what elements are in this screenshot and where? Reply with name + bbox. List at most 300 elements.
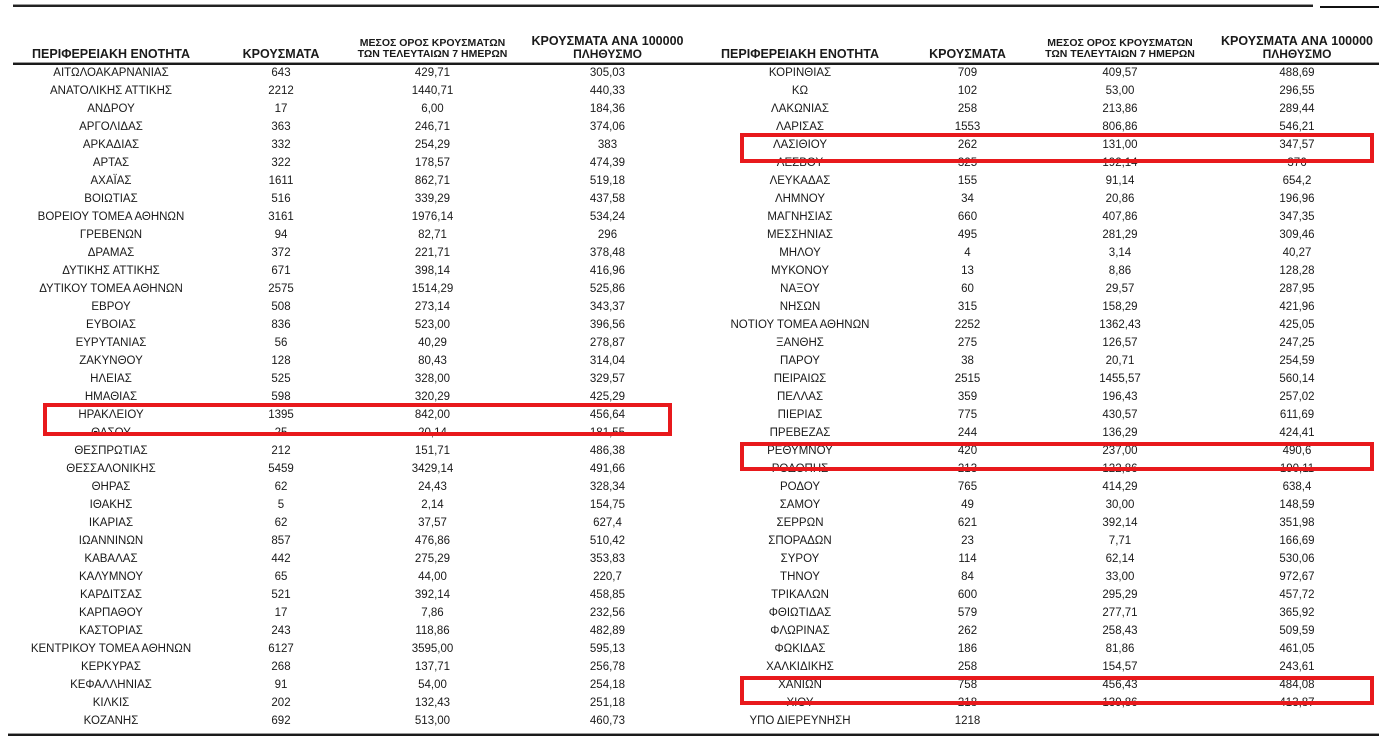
avg7-cell: 456,43 — [1102, 679, 1138, 691]
region-cell: ΑΡΚΑΔΙΑΣ — [82, 139, 140, 151]
region-cell: ΒΟΡΕΙΟΥ ΤΟΜΕΑ ΑΘΗΝΩΝ — [37, 211, 185, 223]
per100k-cell: 347,57 — [1279, 139, 1315, 151]
cases-cell: 62 — [274, 481, 288, 493]
avg7-cell: 1455,57 — [1099, 373, 1141, 385]
region-cell: ΦΩΚΙΔΑΣ — [774, 643, 826, 655]
avg7-cell: 196,43 — [1102, 391, 1138, 403]
column-header-per100k-line1: ΚΡΟΥΣΜΑΤΑ ΑΝΑ 100000 — [531, 33, 684, 48]
per100k-cell: 184,36 — [589, 103, 626, 115]
cases-cell: 5 — [277, 499, 285, 511]
per100k-cell: 343,37 — [589, 301, 626, 313]
region-cell: ΛΑΚΩΝΙΑΣ — [771, 103, 829, 115]
table-row — [690, 244, 1379, 262]
avg7-cell: 29,57 — [1105, 283, 1135, 295]
region-cell: ΑΝΔΡΟΥ — [87, 103, 135, 115]
cases-cell: 2575 — [268, 283, 294, 295]
table-row — [0, 550, 690, 568]
cases-cell: 275 — [957, 337, 978, 349]
table-row — [690, 388, 1379, 406]
table-row — [690, 298, 1379, 316]
per100k-cell: 247,25 — [1279, 337, 1315, 349]
region-cell: ΛΕΣΒΟΥ — [776, 157, 824, 169]
region-cell: ΚΑΣΤΟΡΙΑΣ — [79, 625, 143, 637]
cases-cell: 621 — [957, 517, 978, 529]
table-row — [0, 604, 690, 622]
cases-cell: 442 — [271, 553, 291, 565]
per100k-cell: 972,67 — [1279, 571, 1315, 583]
region-cell: ΝΗΣΩΝ — [779, 301, 821, 313]
avg7-cell: 178,57 — [414, 157, 451, 169]
avg7-cell: 246,71 — [414, 121, 451, 133]
avg7-cell: 213,86 — [1102, 103, 1138, 115]
region-cell: ΦΛΩΡΙΝΑΣ — [770, 625, 830, 637]
avg7-cell: 273,14 — [414, 301, 451, 313]
avg7-cell: 3429,14 — [411, 463, 454, 475]
table-row — [690, 442, 1379, 460]
region-cell: ΚΕΡΚΥΡΑΣ — [81, 661, 141, 673]
column-header-per100k-line2: ΠΛΗΘΥΣΜΟ — [573, 46, 642, 61]
avg7-cell: 258,43 — [1102, 625, 1138, 637]
cases-cell: 363 — [271, 121, 291, 133]
per100k-cell: 296,55 — [1279, 85, 1315, 97]
per100k-cell: 254,18 — [589, 679, 626, 691]
table-row — [690, 100, 1379, 118]
avg7-cell: 20,86 — [1105, 193, 1135, 205]
table-row — [0, 640, 690, 658]
avg7-cell: 192,14 — [1102, 157, 1138, 169]
avg7-cell: 118,86 — [415, 625, 450, 637]
table-row — [0, 442, 690, 460]
cases-cell: 60 — [961, 283, 974, 295]
table-row — [690, 406, 1379, 424]
region-cell: ΔΡΑΜΑΣ — [87, 247, 135, 259]
region-cell: ΠΑΡΟΥ — [780, 355, 820, 367]
table-row — [690, 532, 1379, 550]
avg7-cell: 158,29 — [1102, 301, 1138, 313]
per100k-cell: 654,2 — [1282, 175, 1312, 187]
region-cell: ΛΕΥΚΑΔΑΣ — [769, 175, 831, 187]
column-header-avg7-line2: ΤΩΝ ΤΕΛΕΥΤΑΙΩΝ 7 ΗΜΕΡΩΝ — [1045, 48, 1195, 61]
avg7-cell: 154,57 — [1102, 661, 1138, 673]
per100k-cell: 376 — [1287, 157, 1307, 169]
table-row — [690, 514, 1379, 532]
table-row — [0, 658, 690, 676]
avg7-cell: 254,29 — [414, 139, 451, 151]
column-header-avg7-line1: ΜΕΣΟΣ ΟΡΟΣ ΚΡΟΥΣΜΑΤΩΝ — [359, 36, 506, 49]
per100k-cell: 482,89 — [589, 625, 626, 637]
per100k-cell: 353,83 — [589, 553, 626, 565]
cases-cell: 525 — [271, 373, 291, 385]
avg7-cell: 320,29 — [414, 391, 451, 403]
avg7-cell: 20,14 — [418, 427, 447, 439]
per100k-cell: 220,7 — [593, 571, 622, 583]
cases-cell: 660 — [957, 211, 978, 223]
cases-cell: 17 — [274, 103, 288, 115]
region-cell: ΚΑΒΑΛΑΣ — [84, 553, 138, 565]
avg7-cell: 40,29 — [418, 337, 447, 349]
table-row — [690, 586, 1379, 604]
table-row — [0, 676, 690, 694]
per100k-cell: 289,44 — [1279, 103, 1315, 115]
cases-cell: 114 — [958, 553, 977, 565]
table-row — [0, 352, 690, 370]
per100k-cell: 148,59 — [1279, 499, 1315, 511]
avg7-cell: 54,00 — [418, 679, 447, 691]
avg7-cell: 3,14 — [1108, 247, 1132, 259]
region-cell: ΗΜΑΘΙΑΣ — [84, 391, 138, 403]
table-row — [0, 208, 690, 226]
table-row — [0, 190, 690, 208]
region-cell: ΦΘΙΩΤΙΔΑΣ — [768, 607, 832, 619]
table-row — [0, 226, 690, 244]
avg7-cell: 7,86 — [421, 607, 444, 619]
avg7-cell: 862,71 — [414, 175, 451, 187]
per100k-cell: 254,59 — [1279, 355, 1315, 367]
table-row — [0, 262, 690, 280]
avg7-cell: 122,86 — [1102, 463, 1138, 475]
table-row — [690, 496, 1379, 514]
per100k-cell: 546,21 — [1279, 121, 1315, 133]
table-row — [690, 658, 1379, 676]
cases-cell: 325 — [957, 157, 978, 169]
table-row — [690, 694, 1379, 712]
table-row — [690, 352, 1379, 370]
cases-cell: 1395 — [268, 409, 294, 421]
region-cell: ΡΟΔΟΠΗΣ — [771, 463, 829, 475]
avg7-cell: 523,00 — [414, 319, 451, 331]
avg7-cell: 24,43 — [418, 481, 447, 493]
region-cell: ΜΗΛΟΥ — [779, 247, 821, 259]
avg7-cell: 82,71 — [418, 229, 447, 241]
page-top-rule-right-segment — [1320, 6, 1379, 8]
table-row — [690, 280, 1379, 298]
region-cell: ΔΥΤΙΚΗΣ ΑΤΤΙΚΗΣ — [62, 265, 160, 277]
region-cell: ΚΙΛΚΙΣ — [92, 697, 130, 709]
per100k-cell: 461,05 — [1279, 643, 1315, 655]
cases-table-right — [690, 18, 1379, 730]
region-cell: ΧΑΛΚΙΔΙΚΗΣ — [766, 661, 834, 673]
per100k-cell: 424,41 — [1279, 427, 1315, 439]
cases-cell: 332 — [271, 139, 291, 151]
cases-cell: 359 — [957, 391, 978, 403]
table-row — [690, 262, 1379, 280]
avg7-cell: 91,14 — [1105, 175, 1135, 187]
region-cell: ΘΑΣΟΥ — [91, 427, 131, 439]
table-row — [0, 244, 690, 262]
per100k-cell: 40,27 — [1282, 247, 1312, 259]
cases-cell: 38 — [961, 355, 974, 367]
per100k-cell: 166,69 — [1279, 535, 1315, 547]
per100k-cell: 328,34 — [589, 481, 626, 493]
avg7-cell: 275,29 — [414, 553, 451, 565]
table-row — [690, 64, 1379, 82]
cases-cell: 258 — [957, 661, 978, 673]
per100k-cell: 196,96 — [1279, 193, 1315, 205]
avg7-cell: 221,71 — [414, 247, 451, 259]
avg7-cell: 237,00 — [1102, 445, 1138, 457]
per100k-cell: 190,11 — [1279, 463, 1315, 475]
header-divider-rule — [13, 62, 1379, 65]
column-header-avg7 — [340, 18, 525, 64]
avg7-cell: 81,86 — [1105, 643, 1135, 655]
cases-cell: 23 — [961, 535, 974, 547]
column-header-avg7 — [1025, 18, 1215, 64]
per100k-cell: 154,75 — [589, 499, 626, 511]
per100k-cell: 440,33 — [589, 85, 626, 97]
per100k-cell: 416,96 — [589, 265, 626, 277]
avg7-cell: 20,71 — [1105, 355, 1135, 367]
cases-cell: 1553 — [954, 121, 981, 133]
cases-cell: 1218 — [954, 715, 981, 727]
cases-cell: 508 — [271, 301, 291, 313]
cases-cell: 2212 — [268, 85, 294, 97]
per100k-cell: 351,98 — [1279, 517, 1315, 529]
per100k-cell: 365,92 — [1279, 607, 1315, 619]
column-header-per100k-line2: ΠΛΗΘΥΣΜΟ — [1262, 46, 1332, 61]
table-row — [690, 550, 1379, 568]
table-row — [690, 370, 1379, 388]
table-body-right — [690, 64, 1379, 730]
region-cell: ΕΥΡΥΤΑΝΙΑΣ — [75, 337, 147, 349]
per100k-cell: 305,03 — [589, 67, 626, 79]
per100k-cell: 595,13 — [589, 643, 626, 655]
cases-cell: 155 — [957, 175, 978, 187]
avg7-cell: 30,00 — [1105, 499, 1135, 511]
region-cell: ΝΟΤΙΟΥ ΤΟΜΕΑ ΑΘΗΝΩΝ — [730, 319, 870, 331]
table-row — [690, 676, 1379, 694]
table-row — [0, 712, 690, 730]
avg7-cell: 1976,14 — [411, 211, 454, 223]
cases-cell: 6127 — [268, 643, 294, 655]
per100k-cell: 232,56 — [589, 607, 626, 619]
cases-cell: 372 — [271, 247, 291, 259]
cases-cell: 600 — [957, 589, 978, 601]
per100k-cell: 347,35 — [1279, 211, 1315, 223]
table-row — [0, 136, 690, 154]
cases-cell: 213 — [957, 463, 978, 475]
cases-cell: 34 — [961, 193, 974, 205]
avg7-cell: 53,00 — [1105, 85, 1135, 97]
column-header-avg7-line1: ΜΕΣΟΣ ΟΡΟΣ ΚΡΟΥΣΜΑΤΩΝ — [1047, 36, 1193, 49]
cases-cell: 579 — [957, 607, 978, 619]
cases-cell: 692 — [271, 715, 291, 727]
region-cell: ΜΥΚΟΝΟΥ — [770, 265, 830, 277]
cases-cell: 516 — [271, 193, 291, 205]
region-cell: ΘΗΡΑΣ — [91, 481, 131, 493]
table-row — [0, 496, 690, 514]
cases-cell: 13 — [961, 265, 974, 277]
region-cell: ΚΩ — [791, 85, 809, 97]
cases-cell: 102 — [957, 85, 978, 97]
table-row — [0, 568, 690, 586]
page-top-rule — [13, 4, 1313, 7]
column-header-per100k — [525, 18, 690, 64]
cases-cell: 495 — [957, 229, 978, 241]
table-row — [0, 82, 690, 100]
cases-table-left — [0, 18, 690, 730]
per100k-cell: 627,4 — [593, 517, 622, 529]
avg7-cell: 37,57 — [418, 517, 447, 529]
cases-cell: 1611 — [268, 175, 294, 187]
avg7-cell: 513,00 — [414, 715, 451, 727]
avg7-cell: 392,14 — [1102, 517, 1138, 529]
per100k-cell: 383 — [597, 139, 618, 151]
cases-cell: 3161 — [268, 211, 294, 223]
region-cell: ΣΑΜΟΥ — [779, 499, 821, 511]
region-cell: ΜΑΓΝΗΣΙΑΣ — [767, 211, 833, 223]
per100k-cell: 309,46 — [1279, 229, 1315, 241]
cases-cell: 857 — [271, 535, 291, 547]
region-cell: ΒΟΙΩΤΙΑΣ — [84, 193, 138, 205]
per100k-cell: 611,69 — [1279, 409, 1315, 421]
cases-cell: 268 — [271, 661, 291, 673]
column-header-per100k — [1215, 18, 1379, 64]
per100k-cell: 457,72 — [1279, 589, 1315, 601]
region-cell: ΙΘΑΚΗΣ — [89, 499, 133, 511]
region-cell: ΔΥΤΙΚΟΥ ΤΟΜΕΑ ΑΘΗΝΩΝ — [39, 283, 183, 295]
avg7-cell: 1440,71 — [411, 85, 454, 97]
table-row — [0, 424, 690, 442]
avg7-cell: 414,29 — [1102, 481, 1138, 493]
table-row — [0, 622, 690, 640]
table-row — [0, 388, 690, 406]
region-cell: ΜΕΣΣΗΝΙΑΣ — [766, 229, 834, 241]
cases-cell: 262 — [957, 625, 978, 637]
cases-cell: 218 — [957, 697, 978, 709]
per100k-cell: 437,58 — [589, 193, 626, 205]
table-row — [690, 334, 1379, 352]
bottom-divider-rule — [8, 733, 1379, 736]
column-header-per100k-line1: ΚΡΟΥΣΜΑΤΑ ΑΝΑ 100000 — [1221, 33, 1373, 48]
column-header-region: ΠΕΡΙΦΕΡΕΙΑΚΗ ΕΝΟΤΗΤΑ — [32, 47, 190, 61]
region-cell: ΞΑΝΘΗΣ — [776, 337, 824, 349]
region-cell: ΤΗΝΟΥ — [780, 571, 820, 583]
cases-cell: 315 — [957, 301, 978, 313]
avg7-cell: 139,86 — [1102, 697, 1138, 709]
table-row — [690, 208, 1379, 226]
region-cell: ΕΥΒΟΙΑΣ — [86, 319, 136, 331]
per100k-cell: 296 — [597, 229, 618, 241]
avg7-cell: 392,14 — [414, 589, 451, 601]
per100k-cell: 456,64 — [589, 409, 626, 421]
region-cell: ΝΑΞΟΥ — [780, 283, 820, 295]
cases-cell: 56 — [274, 337, 288, 349]
cases-cell: 25 — [274, 427, 288, 439]
per100k-cell: 525,86 — [589, 283, 626, 295]
region-cell: ΤΡΙΚΑΛΩΝ — [771, 589, 829, 601]
table-row — [690, 154, 1379, 172]
per100k-cell: 560,14 — [1279, 373, 1315, 385]
avg7-cell: 7,71 — [1108, 535, 1132, 547]
avg7-cell: 328,00 — [414, 373, 451, 385]
table-row — [0, 478, 690, 496]
avg7-cell: 3595,00 — [411, 643, 454, 655]
avg7-cell: 842,00 — [414, 409, 451, 421]
cases-cell: 4 — [964, 247, 971, 259]
cases-cell: 598 — [271, 391, 291, 403]
avg7-cell: 429,71 — [414, 67, 451, 79]
table-row — [690, 226, 1379, 244]
per100k-cell: 128,28 — [1279, 265, 1315, 277]
avg7-cell: 339,29 — [414, 193, 451, 205]
region-cell: ΚΑΡΔΙΤΣΑΣ — [80, 589, 142, 601]
region-cell: ΑΙΤΩΛΟΑΚΑΡΝΑΝΙΑΣ — [53, 67, 169, 79]
region-cell: ΧΙΟΥ — [786, 697, 814, 709]
per100k-cell: 509,59 — [1279, 625, 1315, 637]
per100k-cell: 458,85 — [589, 589, 626, 601]
avg7-cell: 8,86 — [1108, 265, 1132, 277]
column-header-avg7-line2: ΤΩΝ ΤΕΛΕΥΤΑΙΩΝ 7 ΗΜΕΡΩΝ — [357, 48, 508, 61]
cases-cell: 186 — [957, 643, 978, 655]
avg7-cell: 132,43 — [414, 697, 451, 709]
region-cell: ΧΑΝΙΩΝ — [778, 679, 822, 691]
per100k-cell: 510,42 — [589, 535, 626, 547]
cases-cell: 758 — [957, 679, 978, 691]
per100k-cell: 314,04 — [589, 355, 626, 367]
table-header-row — [690, 18, 1379, 64]
region-cell: ΑΧΑΪΑΣ — [90, 175, 132, 187]
region-cell: ΘΕΣΠΡΩΤΙΑΣ — [74, 445, 148, 457]
per100k-cell: 519,18 — [589, 175, 626, 187]
per100k-cell: 534,24 — [589, 211, 626, 223]
table-row — [0, 532, 690, 550]
table-row — [690, 604, 1379, 622]
table-row — [0, 298, 690, 316]
cases-cell: 244 — [957, 427, 978, 439]
cases-cell: 2515 — [954, 373, 981, 385]
column-header-cases: ΚΡΟΥΣΜΑΤΑ — [929, 47, 1006, 61]
per100k-cell: 257,02 — [1279, 391, 1315, 403]
cases-cell: 258 — [957, 103, 978, 115]
region-cell: ΑΡΓΟΛΙΔΑΣ — [79, 121, 143, 133]
cases-cell: 202 — [271, 697, 291, 709]
cases-cell: 322 — [271, 157, 291, 169]
cases-cell: 212 — [271, 445, 291, 457]
cases-cell: 128 — [271, 355, 291, 367]
avg7-cell: 398,14 — [414, 265, 451, 277]
region-cell: ΗΛΕΙΑΣ — [90, 373, 132, 385]
cases-cell: 521 — [271, 589, 291, 601]
per100k-cell: 484,08 — [1279, 679, 1315, 691]
region-cell: ΚΑΛΥΜΝΟΥ — [79, 571, 143, 583]
per100k-cell: 425,29 — [589, 391, 626, 403]
table-row — [0, 172, 690, 190]
table-row — [690, 424, 1379, 442]
avg7-cell — [1025, 712, 1215, 730]
cases-cell: 836 — [271, 319, 291, 331]
table-header-row — [0, 18, 690, 64]
table-row — [0, 154, 690, 172]
avg7-cell: 2,14 — [421, 499, 444, 511]
region-cell: ΓΡΕΒΕΝΩΝ — [79, 229, 143, 241]
cases-cell: 94 — [274, 229, 288, 241]
cases-cell: 84 — [961, 571, 974, 583]
per100k-cell: 486,38 — [589, 445, 626, 457]
region-cell: ΠΡΕΒΕΖΑΣ — [769, 427, 831, 439]
table-row — [0, 514, 690, 532]
per100k-cell: 374,06 — [589, 121, 626, 133]
avg7-cell: 131,00 — [1102, 139, 1138, 151]
avg7-cell: 6,00 — [421, 103, 444, 115]
per100k-cell: 256,78 — [589, 661, 626, 673]
per100k-cell: 460,73 — [589, 715, 626, 727]
avg7-cell: 281,29 — [1102, 229, 1138, 241]
table-row — [690, 136, 1379, 154]
table-row — [690, 478, 1379, 496]
region-cell: ΡΟΔΟΥ — [779, 481, 821, 493]
avg7-cell: 806,86 — [1102, 121, 1138, 133]
cases-cell: 709 — [957, 67, 978, 79]
